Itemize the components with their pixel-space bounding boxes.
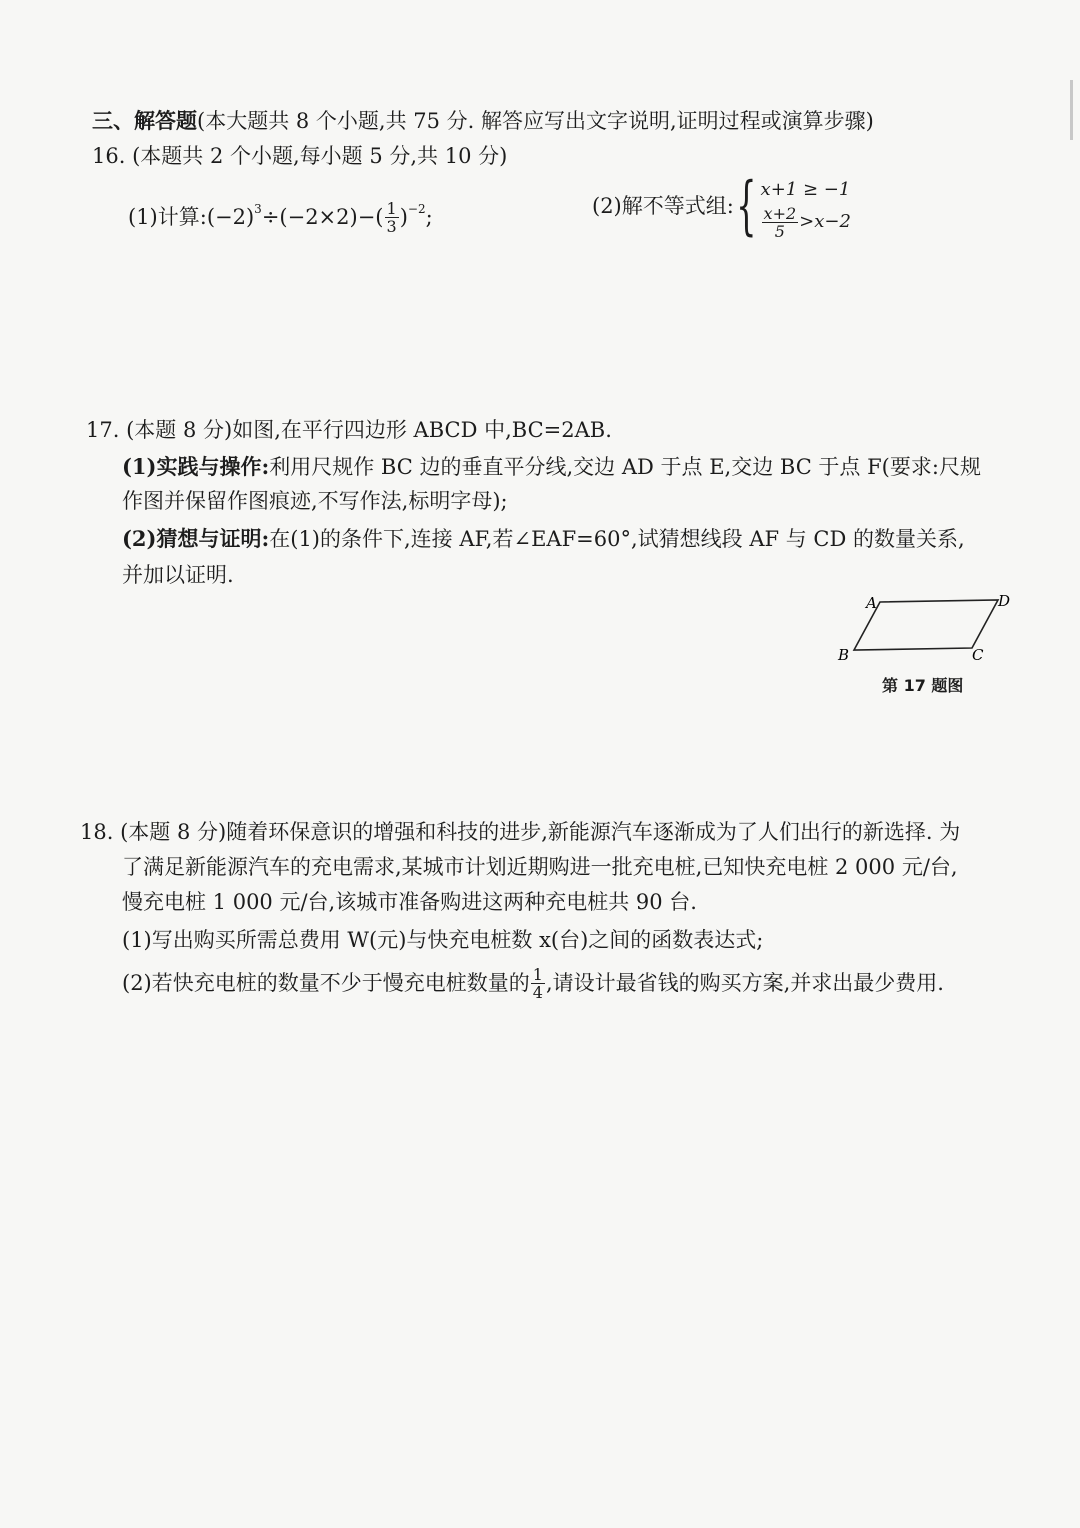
point-c-label: C (972, 646, 984, 664)
q16-p1-end: ; (425, 205, 433, 229)
q17-p2-line1: 在(1)的条件下,连接 AF,若∠EAF=60°,试猜想线段 AF 与 CD 的数量关系, (269, 527, 965, 551)
q17-part1-line1 (122, 456, 981, 478)
q16-number: 16. (92, 144, 126, 168)
q16-p1-label: (1)计算: (128, 205, 207, 229)
q17-part2-line1 (122, 528, 965, 550)
q18-p2-frac-den: 4 (532, 983, 543, 1002)
q18-line1-text: (本题 8 分)随着环保意识的增强和科技的进步,新能源汽车逐渐成为了人们出行的新选择. 为 (120, 820, 961, 844)
q16-p1-frac-den: 3 (386, 217, 397, 236)
q17-line1-text: (本题 8 分)如图,在平行四边形 ABCD 中,BC=2AB. (126, 418, 612, 442)
inequality-2-fraction (762, 205, 799, 240)
left-brace: { (736, 169, 757, 243)
q18-p2-a: (2)若快充电桩的数量不少于慢充电桩数量的 (122, 971, 530, 995)
q16-part1 (128, 200, 433, 235)
figure-17-caption: 第 17 题图 (882, 676, 964, 695)
q18-p2-b: ,请设计最省钱的购买方案,并求出最少费用. (545, 971, 944, 995)
inequality-lines (760, 175, 851, 241)
q18-line3: 慢充电桩 1 000 元/台,该城市准备购进这两种充电桩共 90 台. (122, 890, 697, 914)
parallelogram-figure (830, 588, 1020, 668)
q16-p1-expr-b: ÷(−2×2)−( (261, 205, 384, 229)
q17-p2-label: (2)猜想与证明: (122, 526, 270, 551)
inequality-1: x+1 ≥ −1 (760, 179, 851, 200)
q18-line1 (80, 822, 960, 843)
section-note: (本大题共 8 个小题,共 75 分. 解答应写出文字说明,证明过程或演算步骤) (197, 109, 874, 133)
page-edge-shadow (1070, 80, 1073, 140)
q16-header (92, 146, 507, 167)
q16-p1-expr-a: (−2) (206, 205, 255, 229)
q18-p2-frac-num: 1 (532, 965, 543, 984)
q16-p2-label: (2)解不等式组: (592, 193, 734, 218)
q17-line1 (86, 420, 612, 441)
q16-p1-exp-c: −2 (407, 201, 426, 216)
q16-p1-fraction (385, 200, 399, 235)
section-header (92, 110, 874, 132)
point-b-label: B (838, 646, 850, 664)
q18-line2: 了满足新能源汽车的充电需求,某城市计划近期购进一批充电桩,已知快充电桩 2 000 元/台, (122, 855, 958, 879)
q16-p1-frac-num: 1 (386, 199, 397, 218)
q17-p1-line1: 利用尺规作 BC 边的垂直平分线,交边 AD 于点 E,交边 BC 于点 F(要求:尺规 (269, 455, 981, 479)
q18-number: 18. (80, 820, 114, 844)
q16-p1-exp-a: 3 (254, 201, 262, 216)
inequality-2 (761, 203, 851, 241)
q16-part2 (592, 169, 851, 243)
q17-number: 17. (86, 418, 120, 442)
inequality-2-num: x+2 (763, 203, 797, 223)
inequality-2-den: 5 (774, 221, 785, 241)
q18-part2 (122, 966, 944, 1001)
q17-part2-line2: 并加以证明. (122, 563, 234, 587)
section-label: 三、解答题 (92, 108, 197, 133)
inequality-2-rest: >x−2 (799, 211, 851, 232)
q18-part1: (1)写出购买所需总费用 W(元)与快充电桩数 x(台)之间的函数表达式; (122, 928, 764, 952)
q16-header-text: (本题共 2 个小题,每小题 5 分,共 10 分) (132, 144, 508, 168)
q17-part1-line2: 作图并保留作图痕迹,不写作法,标明字母); (122, 489, 508, 513)
inequality-system (734, 169, 851, 243)
point-a-label: A (866, 594, 877, 612)
point-d-label: D (998, 592, 1011, 610)
q16-p1-expr-c: ) (399, 205, 408, 229)
q17-p1-label: (1)实践与操作: (122, 454, 270, 479)
q18-p2-fraction (531, 966, 545, 1001)
